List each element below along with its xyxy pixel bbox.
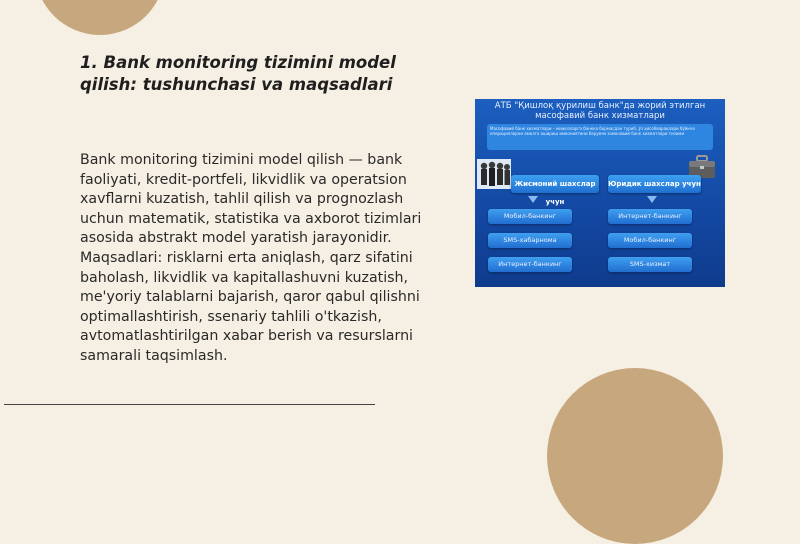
diagram-title: АТБ "Қишлоқ қурилиш банк"да жорий этилган масофавий банк хизматлари	[494, 101, 706, 121]
service-item: SMS-хизмат	[608, 257, 692, 272]
slide-title: 1. Bank monitoring tizimini model qilish: tushunchasi va maqsadlari	[80, 53, 396, 94]
individuals-services-list	[488, 209, 572, 281]
service-item: SMS-хабарнома	[488, 233, 572, 248]
diagram-description: Масофавий банк хизматлари – мижозларга банкка бормасдан туриб, ўз ҳисобварақлари бўйича операцияларни амалга ошириш имкониятини берувчи замонавий банк хизматлари тизими	[487, 124, 713, 150]
people-group-icon	[477, 159, 511, 189]
services-diagram-image	[475, 99, 725, 287]
service-item: Мобил-банкинг	[488, 209, 572, 224]
divider-line	[4, 404, 375, 405]
service-item: Интернет-банкинг	[488, 257, 572, 272]
service-item: Интернет-банкинг	[608, 209, 692, 224]
decorative-circle-top	[35, 0, 165, 35]
decorative-circle-bottom	[547, 368, 723, 544]
slide-body-text: Bank monitoring tizimini model qilish — bank faoliyati, kredit-portfeli, likvidlik va operatsion xavflarni kuzatish, tahlil qilish va prognozlash uchun matematik, statistika va axborot tizimlari asosida abstrakt model yaratish jarayonidir. Maqsadlari: risklarni erta aniqlash, qarz sifatini baholash, likvidlik va kapitallashuvni kuzatish, me'yoriy talablarni bajarish, qaror qabul qilishni optimallashtirish, ssenariy tahlili o'tkazish, avtomatlashtirilgan xabar berish va resurslarni samarali taqsimlash.	[80, 152, 422, 364]
service-item: Мобил-банкинг	[608, 233, 692, 248]
arrow-down-icon	[647, 196, 657, 203]
legal-entities-services-list	[608, 209, 692, 281]
individuals-header: Жисмоний шахслар учун	[511, 175, 599, 193]
legal-entities-header: Юридик шахслар учун	[608, 175, 701, 193]
arrow-down-icon	[528, 196, 538, 203]
